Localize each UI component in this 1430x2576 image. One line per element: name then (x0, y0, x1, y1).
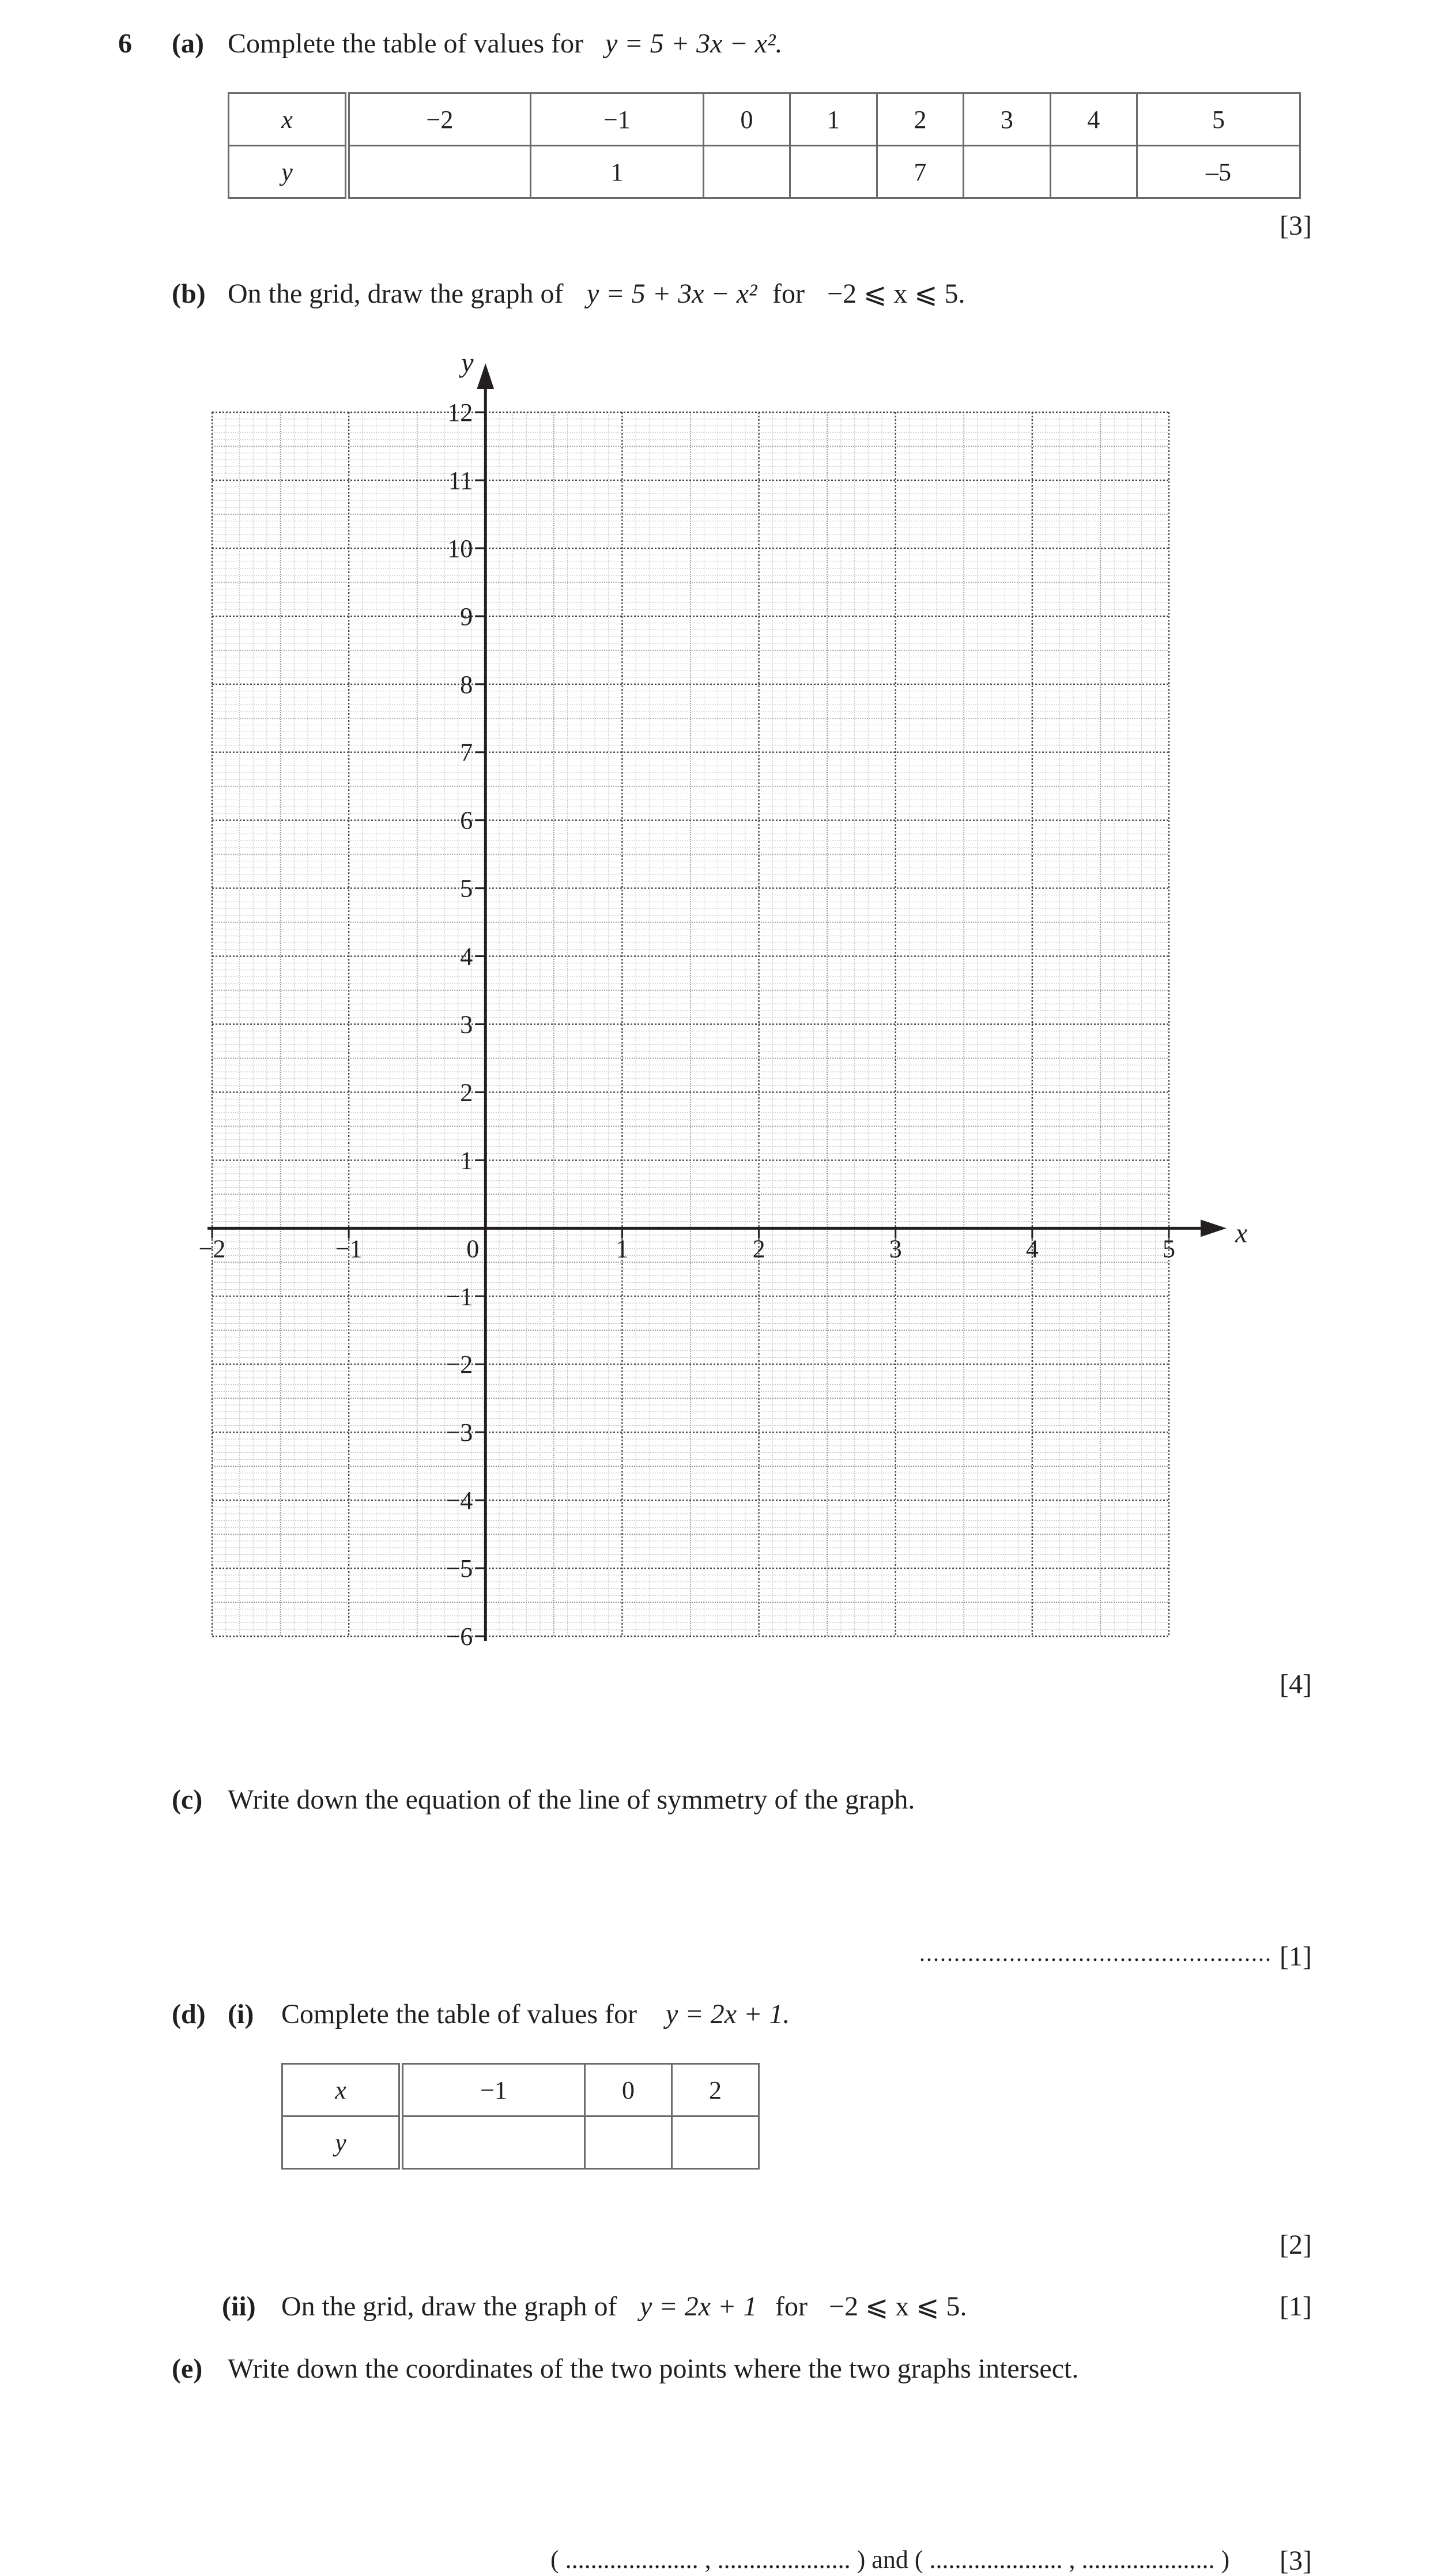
table-cell: 3 (964, 93, 1050, 146)
y-tick-label: 2 (460, 1078, 473, 1107)
x-tick-label: −2 (198, 1234, 226, 1263)
y-tick-label: −5 (446, 1554, 473, 1583)
part-c-label: (c) (172, 1784, 203, 1815)
y-axis-arrow-icon (477, 363, 494, 389)
x-tick-label: 0 (466, 1234, 480, 1263)
table-header-y: y (229, 146, 348, 198)
table-cell: 2 (877, 93, 963, 146)
part-d-ii-marks: [1] (1280, 2291, 1312, 2322)
table-cell: −1 (401, 2064, 585, 2116)
y-tick-label: 4 (460, 942, 473, 971)
part-d-i-equation: y = 2x + 1. (666, 1999, 790, 2029)
table-header-y: y (282, 2116, 401, 2169)
table-cell: –5 (1137, 146, 1300, 198)
y-tick-label: 11 (448, 466, 473, 495)
part-d-i-text: Complete the table of values for (281, 1999, 637, 2029)
part-d-label: (d) (172, 1999, 206, 2029)
x-tick-label: 3 (889, 1234, 902, 1263)
question-number: 6 (118, 28, 132, 59)
table-cell: −2 (348, 93, 531, 146)
part-a-marks: [3] (1280, 210, 1312, 241)
part-a-equation: y = 5 + 3x − x². (605, 28, 783, 59)
part-b-marks: [4] (1280, 1669, 1312, 1700)
y-tick-label: 8 (460, 670, 473, 699)
y-tick-label: −1 (446, 1282, 473, 1311)
x-tick-label: 5 (1163, 1234, 1175, 1263)
table-cell: 5 (1137, 93, 1300, 146)
part-e-answer-line[interactable]: ( ..................... , ..................... ) and ( ..................... , ..................... ) (550, 2545, 1230, 2574)
y-tick-label: −2 (446, 1350, 473, 1379)
y-tick-label: −6 (446, 1622, 473, 1651)
x-tick-label: 2 (752, 1234, 765, 1263)
part-a-label: (a) (172, 28, 204, 59)
part-c-marks: [1] (1280, 1941, 1312, 1972)
part-a-text: Complete the table of values for (228, 28, 584, 59)
table-cell: 4 (1050, 93, 1137, 146)
x-tick-label: −1 (335, 1234, 363, 1263)
table-row (282, 2064, 759, 2116)
part-e-marks: [3] (1280, 2545, 1312, 2576)
table-input-cell[interactable] (672, 2116, 759, 2169)
x-axis-arrow-icon (1201, 1219, 1227, 1237)
y-tick-label: 1 (460, 1146, 473, 1175)
part-d-ii-domain: −2 ⩽ x ⩽ 5. (829, 2291, 967, 2322)
y-tick-label: 3 (460, 1010, 473, 1039)
y-tick-label: 9 (460, 602, 473, 631)
table-header-x: x (282, 2064, 401, 2116)
x-tick-label: 1 (616, 1234, 629, 1263)
part-e-label: (e) (172, 2353, 203, 2384)
part-d-ii-text: On the grid, draw the graph of (281, 2291, 617, 2322)
part-d-table (281, 2063, 760, 2170)
part-d-ii-equation: y = 2x + 1 (640, 2291, 757, 2322)
part-c-text: Write down the equation of the line of symmetry of the graph. (228, 1784, 915, 1815)
y-tick-label: 10 (447, 534, 473, 563)
x-tick-label: 4 (1025, 1234, 1039, 1263)
y-tick-label: 6 (460, 806, 473, 835)
table-input-cell[interactable] (401, 2116, 585, 2169)
y-tick-label: 7 (460, 738, 473, 767)
y-axis-label: y (461, 348, 474, 378)
y-tick-label: 12 (447, 398, 473, 427)
part-b-equation: y = 5 + 3x − x² (587, 278, 757, 309)
table-cell: 0 (703, 93, 790, 146)
part-d-ii-for: for (775, 2291, 808, 2322)
part-d-ii-label: (ii) (222, 2291, 256, 2322)
x-axis-label: x (1235, 1218, 1248, 1249)
table-cell: −1 (530, 93, 703, 146)
part-b-for: for (772, 278, 805, 309)
table-cell: 7 (877, 146, 963, 198)
y-tick-label: 5 (460, 874, 473, 903)
table-cell: 0 (585, 2064, 672, 2116)
y-tick-label: −4 (446, 1486, 473, 1515)
y-tick-label: −3 (446, 1418, 473, 1447)
table-cell: 1 (530, 146, 703, 198)
table-header-x: x (229, 93, 348, 146)
part-b-domain: −2 ⩽ x ⩽ 5. (827, 278, 965, 309)
table-row (282, 2116, 759, 2169)
table-cell: 1 (790, 93, 877, 146)
part-d-i-label: (i) (228, 1999, 254, 2029)
part-e-text: Write down the coordinates of the two points where the two graphs intersect. (228, 2353, 1079, 2384)
table-cell: 2 (672, 2064, 759, 2116)
part-c-answer-line[interactable]: ................................................... (919, 1940, 1272, 1966)
part-b-label: (b) (172, 278, 206, 309)
table-input-cell[interactable] (585, 2116, 672, 2169)
part-d-i-marks: [2] (1280, 2229, 1312, 2260)
part-b-text: On the grid, draw the graph of (228, 278, 564, 309)
